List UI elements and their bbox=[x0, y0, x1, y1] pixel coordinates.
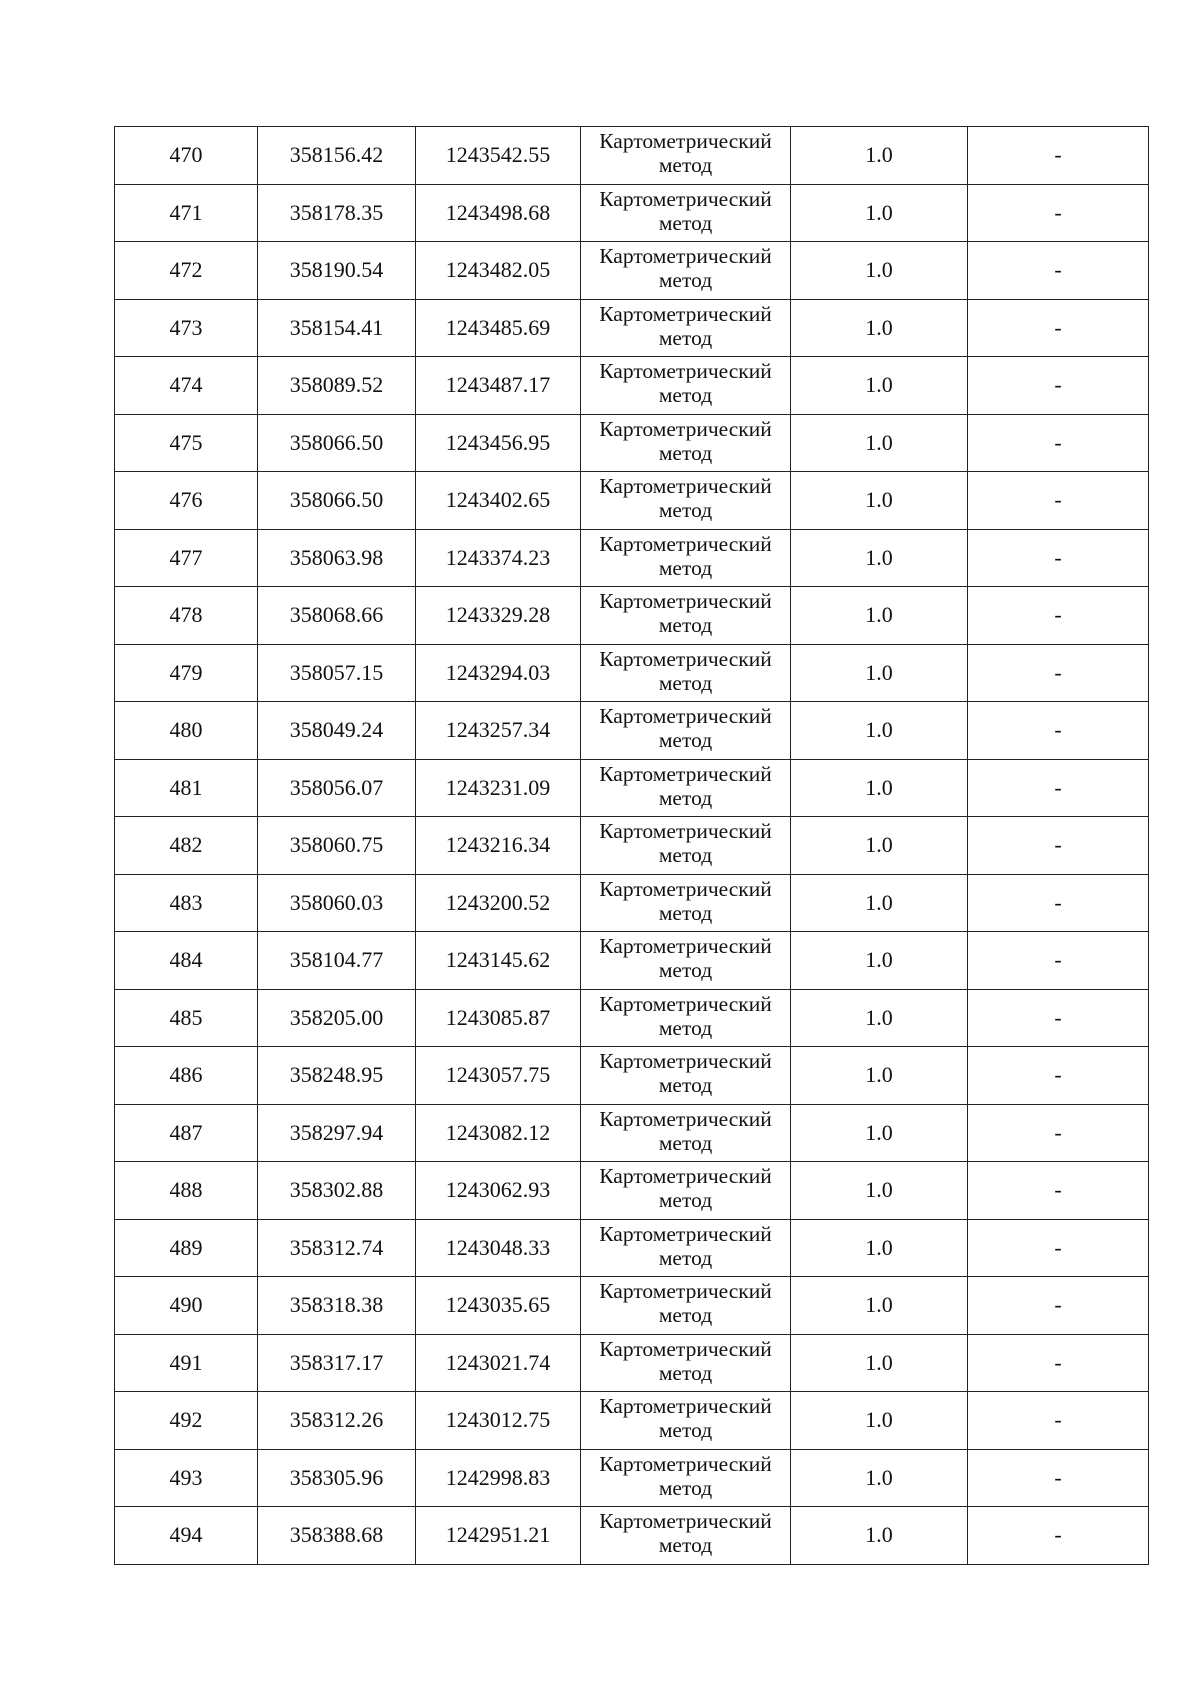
table-row bbox=[115, 529, 1149, 587]
y-coordinate-cell: 1243082.12 bbox=[416, 1104, 581, 1162]
x-coordinate-cell: 358063.98 bbox=[258, 529, 416, 587]
method-cell bbox=[581, 184, 791, 242]
method-line-1: Картометрический bbox=[599, 1336, 772, 1361]
method-line-1: Картометрический bbox=[599, 991, 772, 1016]
method-cell bbox=[581, 932, 791, 990]
method-line-2: метод bbox=[658, 1188, 713, 1212]
method-line-2: метод bbox=[658, 1533, 713, 1557]
accuracy-cell: 1.0 bbox=[791, 1334, 968, 1392]
point-number-cell: 494 bbox=[115, 1507, 258, 1565]
method-cell bbox=[581, 1334, 791, 1392]
table-row bbox=[115, 357, 1149, 415]
y-coordinate-cell: 1243145.62 bbox=[416, 932, 581, 990]
y-coordinate-cell: 1243257.34 bbox=[416, 702, 581, 760]
note-cell: - bbox=[968, 1449, 1149, 1507]
point-number-cell: 474 bbox=[115, 357, 258, 415]
x-coordinate-cell: 358317.17 bbox=[258, 1334, 416, 1392]
point-number-cell: 470 bbox=[115, 127, 258, 185]
note-cell: - bbox=[968, 932, 1149, 990]
note-cell: - bbox=[968, 1392, 1149, 1450]
method-cell bbox=[581, 989, 791, 1047]
table-row bbox=[115, 1162, 1149, 1220]
accuracy-cell: 1.0 bbox=[791, 1104, 968, 1162]
method-cell bbox=[581, 874, 791, 932]
x-coordinate-cell: 358060.03 bbox=[258, 874, 416, 932]
method-line-2: метод bbox=[658, 958, 713, 982]
accuracy-cell: 1.0 bbox=[791, 759, 968, 817]
method-line-2: метод bbox=[658, 1418, 713, 1442]
y-coordinate-cell: 1242951.21 bbox=[416, 1507, 581, 1565]
method-cell bbox=[581, 357, 791, 415]
method-line-2: метод bbox=[658, 900, 713, 925]
method-line-1: Картометрический bbox=[599, 1509, 772, 1533]
method-line-1: Картометрический bbox=[599, 301, 772, 326]
y-coordinate-cell: 1242998.83 bbox=[416, 1449, 581, 1507]
x-coordinate-cell: 358056.07 bbox=[258, 759, 416, 817]
point-number-cell: 480 bbox=[115, 702, 258, 760]
method-line-2: метод bbox=[658, 843, 713, 867]
note-cell: - bbox=[968, 529, 1149, 587]
note-cell: - bbox=[968, 817, 1149, 875]
accuracy-cell: 1.0 bbox=[791, 874, 968, 932]
accuracy-cell: 1.0 bbox=[791, 472, 968, 530]
x-coordinate-cell: 358178.35 bbox=[258, 184, 416, 242]
y-coordinate-cell: 1243374.23 bbox=[416, 529, 581, 587]
method-line-1: Картометрический bbox=[599, 934, 772, 958]
accuracy-cell: 1.0 bbox=[791, 127, 968, 185]
table-row bbox=[115, 1507, 1149, 1565]
y-coordinate-cell: 1243035.65 bbox=[416, 1277, 581, 1335]
x-coordinate-cell: 358318.38 bbox=[258, 1277, 416, 1335]
accuracy-cell: 1.0 bbox=[791, 587, 968, 645]
table-row bbox=[115, 874, 1149, 932]
method-line-2: метод bbox=[658, 613, 713, 637]
note-cell: - bbox=[968, 1277, 1149, 1335]
method-line-1: Картометрический bbox=[599, 474, 772, 498]
method-line-1: Картометрический bbox=[599, 359, 772, 383]
method-line-2: метод bbox=[658, 555, 713, 580]
accuracy-cell: 1.0 bbox=[791, 702, 968, 760]
x-coordinate-cell: 358205.00 bbox=[258, 989, 416, 1047]
method-cell bbox=[581, 299, 791, 357]
accuracy-cell: 1.0 bbox=[791, 242, 968, 300]
table-row bbox=[115, 932, 1149, 990]
method-line-2: метод bbox=[658, 670, 713, 695]
method-cell bbox=[581, 529, 791, 587]
point-number-cell: 486 bbox=[115, 1047, 258, 1105]
table-row bbox=[115, 587, 1149, 645]
note-cell: - bbox=[968, 299, 1149, 357]
method-cell bbox=[581, 1277, 791, 1335]
accuracy-cell: 1.0 bbox=[791, 1507, 968, 1565]
x-coordinate-cell: 358305.96 bbox=[258, 1449, 416, 1507]
method-line-2: метод bbox=[658, 268, 713, 292]
point-number-cell: 491 bbox=[115, 1334, 258, 1392]
point-number-cell: 487 bbox=[115, 1104, 258, 1162]
note-cell: - bbox=[968, 759, 1149, 817]
table-row bbox=[115, 817, 1149, 875]
point-number-cell: 493 bbox=[115, 1449, 258, 1507]
method-line-2: метод bbox=[658, 498, 713, 522]
y-coordinate-cell: 1243012.75 bbox=[416, 1392, 581, 1450]
x-coordinate-cell: 358312.74 bbox=[258, 1219, 416, 1277]
table-row bbox=[115, 759, 1149, 817]
note-cell: - bbox=[968, 1104, 1149, 1162]
table-row bbox=[115, 127, 1149, 185]
method-line-1: Картометрический bbox=[599, 646, 772, 671]
note-cell: - bbox=[968, 1334, 1149, 1392]
accuracy-cell: 1.0 bbox=[791, 184, 968, 242]
note-cell: - bbox=[968, 127, 1149, 185]
x-coordinate-cell: 358388.68 bbox=[258, 1507, 416, 1565]
point-number-cell: 471 bbox=[115, 184, 258, 242]
method-line-1: Картометрический bbox=[599, 1394, 772, 1418]
method-line-2: метод bbox=[658, 383, 713, 407]
method-cell bbox=[581, 472, 791, 530]
point-number-cell: 477 bbox=[115, 529, 258, 587]
x-coordinate-cell: 358068.66 bbox=[258, 587, 416, 645]
method-line-2: метод bbox=[658, 1015, 713, 1040]
y-coordinate-cell: 1243062.93 bbox=[416, 1162, 581, 1220]
method-line-1: Картометрический bbox=[599, 531, 772, 556]
accuracy-cell: 1.0 bbox=[791, 932, 968, 990]
table-row bbox=[115, 989, 1149, 1047]
x-coordinate-cell: 358060.75 bbox=[258, 817, 416, 875]
method-line-2: метод bbox=[658, 1073, 713, 1097]
note-cell: - bbox=[968, 1507, 1149, 1565]
x-coordinate-cell: 358297.94 bbox=[258, 1104, 416, 1162]
table-row bbox=[115, 184, 1149, 242]
accuracy-cell: 1.0 bbox=[791, 989, 968, 1047]
y-coordinate-cell: 1243482.05 bbox=[416, 242, 581, 300]
point-number-cell: 490 bbox=[115, 1277, 258, 1335]
note-cell: - bbox=[968, 587, 1149, 645]
method-line-1: Картометрический bbox=[599, 876, 772, 901]
method-line-1: Картометрический bbox=[599, 1106, 772, 1131]
point-number-cell: 481 bbox=[115, 759, 258, 817]
y-coordinate-cell: 1243456.95 bbox=[416, 414, 581, 472]
method-line-1: Картометрический bbox=[599, 704, 772, 728]
y-coordinate-cell: 1243057.75 bbox=[416, 1047, 581, 1105]
accuracy-cell: 1.0 bbox=[791, 529, 968, 587]
x-coordinate-cell: 358156.42 bbox=[258, 127, 416, 185]
method-cell bbox=[581, 1047, 791, 1105]
method-line-2: метод bbox=[658, 1303, 713, 1327]
table-row bbox=[115, 1334, 1149, 1392]
method-cell bbox=[581, 1449, 791, 1507]
accuracy-cell: 1.0 bbox=[791, 1047, 968, 1105]
method-cell bbox=[581, 414, 791, 472]
method-line-2: метод bbox=[658, 1475, 713, 1500]
method-line-2: метод bbox=[658, 440, 713, 465]
method-cell bbox=[581, 587, 791, 645]
accuracy-cell: 1.0 bbox=[791, 299, 968, 357]
y-coordinate-cell: 1243216.34 bbox=[416, 817, 581, 875]
coordinates-table bbox=[114, 126, 1149, 1565]
x-coordinate-cell: 358057.15 bbox=[258, 644, 416, 702]
note-cell: - bbox=[968, 1162, 1149, 1220]
point-number-cell: 488 bbox=[115, 1162, 258, 1220]
method-line-1: Картометрический bbox=[599, 1279, 772, 1303]
y-coordinate-cell: 1243487.17 bbox=[416, 357, 581, 415]
coordinates-table-body bbox=[115, 127, 1149, 1565]
method-line-2: метод bbox=[658, 1130, 713, 1155]
note-cell: - bbox=[968, 357, 1149, 415]
point-number-cell: 475 bbox=[115, 414, 258, 472]
accuracy-cell: 1.0 bbox=[791, 644, 968, 702]
method-line-2: метод bbox=[658, 1360, 713, 1385]
x-coordinate-cell: 358248.95 bbox=[258, 1047, 416, 1105]
accuracy-cell: 1.0 bbox=[791, 1219, 968, 1277]
point-number-cell: 478 bbox=[115, 587, 258, 645]
x-coordinate-cell: 358190.54 bbox=[258, 242, 416, 300]
x-coordinate-cell: 358104.77 bbox=[258, 932, 416, 990]
method-cell bbox=[581, 1392, 791, 1450]
method-line-1: Картометрический bbox=[599, 244, 772, 268]
method-line-1: Картометрический bbox=[599, 761, 772, 786]
table-row bbox=[115, 702, 1149, 760]
y-coordinate-cell: 1243294.03 bbox=[416, 644, 581, 702]
note-cell: - bbox=[968, 242, 1149, 300]
x-coordinate-cell: 358302.88 bbox=[258, 1162, 416, 1220]
method-line-1: Картометрический bbox=[599, 1164, 772, 1188]
method-line-1: Картометрический bbox=[599, 129, 772, 153]
note-cell: - bbox=[968, 184, 1149, 242]
accuracy-cell: 1.0 bbox=[791, 1277, 968, 1335]
method-line-1: Картометрический bbox=[599, 1049, 772, 1073]
accuracy-cell: 1.0 bbox=[791, 817, 968, 875]
y-coordinate-cell: 1243200.52 bbox=[416, 874, 581, 932]
note-cell: - bbox=[968, 414, 1149, 472]
method-cell bbox=[581, 1162, 791, 1220]
note-cell: - bbox=[968, 472, 1149, 530]
y-coordinate-cell: 1243329.28 bbox=[416, 587, 581, 645]
method-cell bbox=[581, 702, 791, 760]
table-row bbox=[115, 1047, 1149, 1105]
accuracy-cell: 1.0 bbox=[791, 414, 968, 472]
accuracy-cell: 1.0 bbox=[791, 357, 968, 415]
method-line-2: метод bbox=[658, 325, 713, 350]
table-row bbox=[115, 299, 1149, 357]
point-number-cell: 479 bbox=[115, 644, 258, 702]
table-row bbox=[115, 242, 1149, 300]
accuracy-cell: 1.0 bbox=[791, 1449, 968, 1507]
method-line-2: метод bbox=[658, 1245, 713, 1270]
table-row bbox=[115, 414, 1149, 472]
method-cell bbox=[581, 242, 791, 300]
note-cell: - bbox=[968, 702, 1149, 760]
y-coordinate-cell: 1243021.74 bbox=[416, 1334, 581, 1392]
note-cell: - bbox=[968, 1047, 1149, 1105]
method-line-2: метод bbox=[658, 153, 713, 177]
note-cell: - bbox=[968, 1219, 1149, 1277]
method-line-1: Картометрический bbox=[599, 1451, 772, 1476]
x-coordinate-cell: 358312.26 bbox=[258, 1392, 416, 1450]
point-number-cell: 482 bbox=[115, 817, 258, 875]
method-line-1: Картометрический bbox=[599, 819, 772, 843]
method-line-1: Картометрический bbox=[599, 1221, 772, 1246]
method-line-2: метод bbox=[658, 728, 713, 752]
note-cell: - bbox=[968, 644, 1149, 702]
y-coordinate-cell: 1243542.55 bbox=[416, 127, 581, 185]
x-coordinate-cell: 358066.50 bbox=[258, 472, 416, 530]
y-coordinate-cell: 1243402.65 bbox=[416, 472, 581, 530]
y-coordinate-cell: 1243085.87 bbox=[416, 989, 581, 1047]
y-coordinate-cell: 1243231.09 bbox=[416, 759, 581, 817]
point-number-cell: 489 bbox=[115, 1219, 258, 1277]
table-row bbox=[115, 1449, 1149, 1507]
method-cell bbox=[581, 759, 791, 817]
note-cell: - bbox=[968, 874, 1149, 932]
table-row bbox=[115, 1392, 1149, 1450]
y-coordinate-cell: 1243498.68 bbox=[416, 184, 581, 242]
point-number-cell: 472 bbox=[115, 242, 258, 300]
table-row bbox=[115, 1277, 1149, 1335]
point-number-cell: 484 bbox=[115, 932, 258, 990]
point-number-cell: 473 bbox=[115, 299, 258, 357]
method-cell bbox=[581, 1507, 791, 1565]
accuracy-cell: 1.0 bbox=[791, 1392, 968, 1450]
point-number-cell: 492 bbox=[115, 1392, 258, 1450]
method-cell bbox=[581, 1104, 791, 1162]
method-cell bbox=[581, 1219, 791, 1277]
y-coordinate-cell: 1243048.33 bbox=[416, 1219, 581, 1277]
table-row bbox=[115, 1219, 1149, 1277]
y-coordinate-cell: 1243485.69 bbox=[416, 299, 581, 357]
x-coordinate-cell: 358154.41 bbox=[258, 299, 416, 357]
table-row bbox=[115, 644, 1149, 702]
point-number-cell: 483 bbox=[115, 874, 258, 932]
x-coordinate-cell: 358066.50 bbox=[258, 414, 416, 472]
x-coordinate-cell: 358049.24 bbox=[258, 702, 416, 760]
method-line-2: метод bbox=[658, 210, 713, 235]
point-number-cell: 485 bbox=[115, 989, 258, 1047]
method-cell bbox=[581, 127, 791, 185]
x-coordinate-cell: 358089.52 bbox=[258, 357, 416, 415]
method-line-1: Картометрический bbox=[599, 186, 772, 211]
accuracy-cell: 1.0 bbox=[791, 1162, 968, 1220]
table-row bbox=[115, 1104, 1149, 1162]
method-cell bbox=[581, 817, 791, 875]
table-row bbox=[115, 472, 1149, 530]
method-line-1: Картометрический bbox=[599, 416, 772, 441]
point-number-cell: 476 bbox=[115, 472, 258, 530]
method-line-2: метод bbox=[658, 785, 713, 810]
method-cell bbox=[581, 644, 791, 702]
note-cell: - bbox=[968, 989, 1149, 1047]
method-line-1: Картометрический bbox=[599, 589, 772, 613]
